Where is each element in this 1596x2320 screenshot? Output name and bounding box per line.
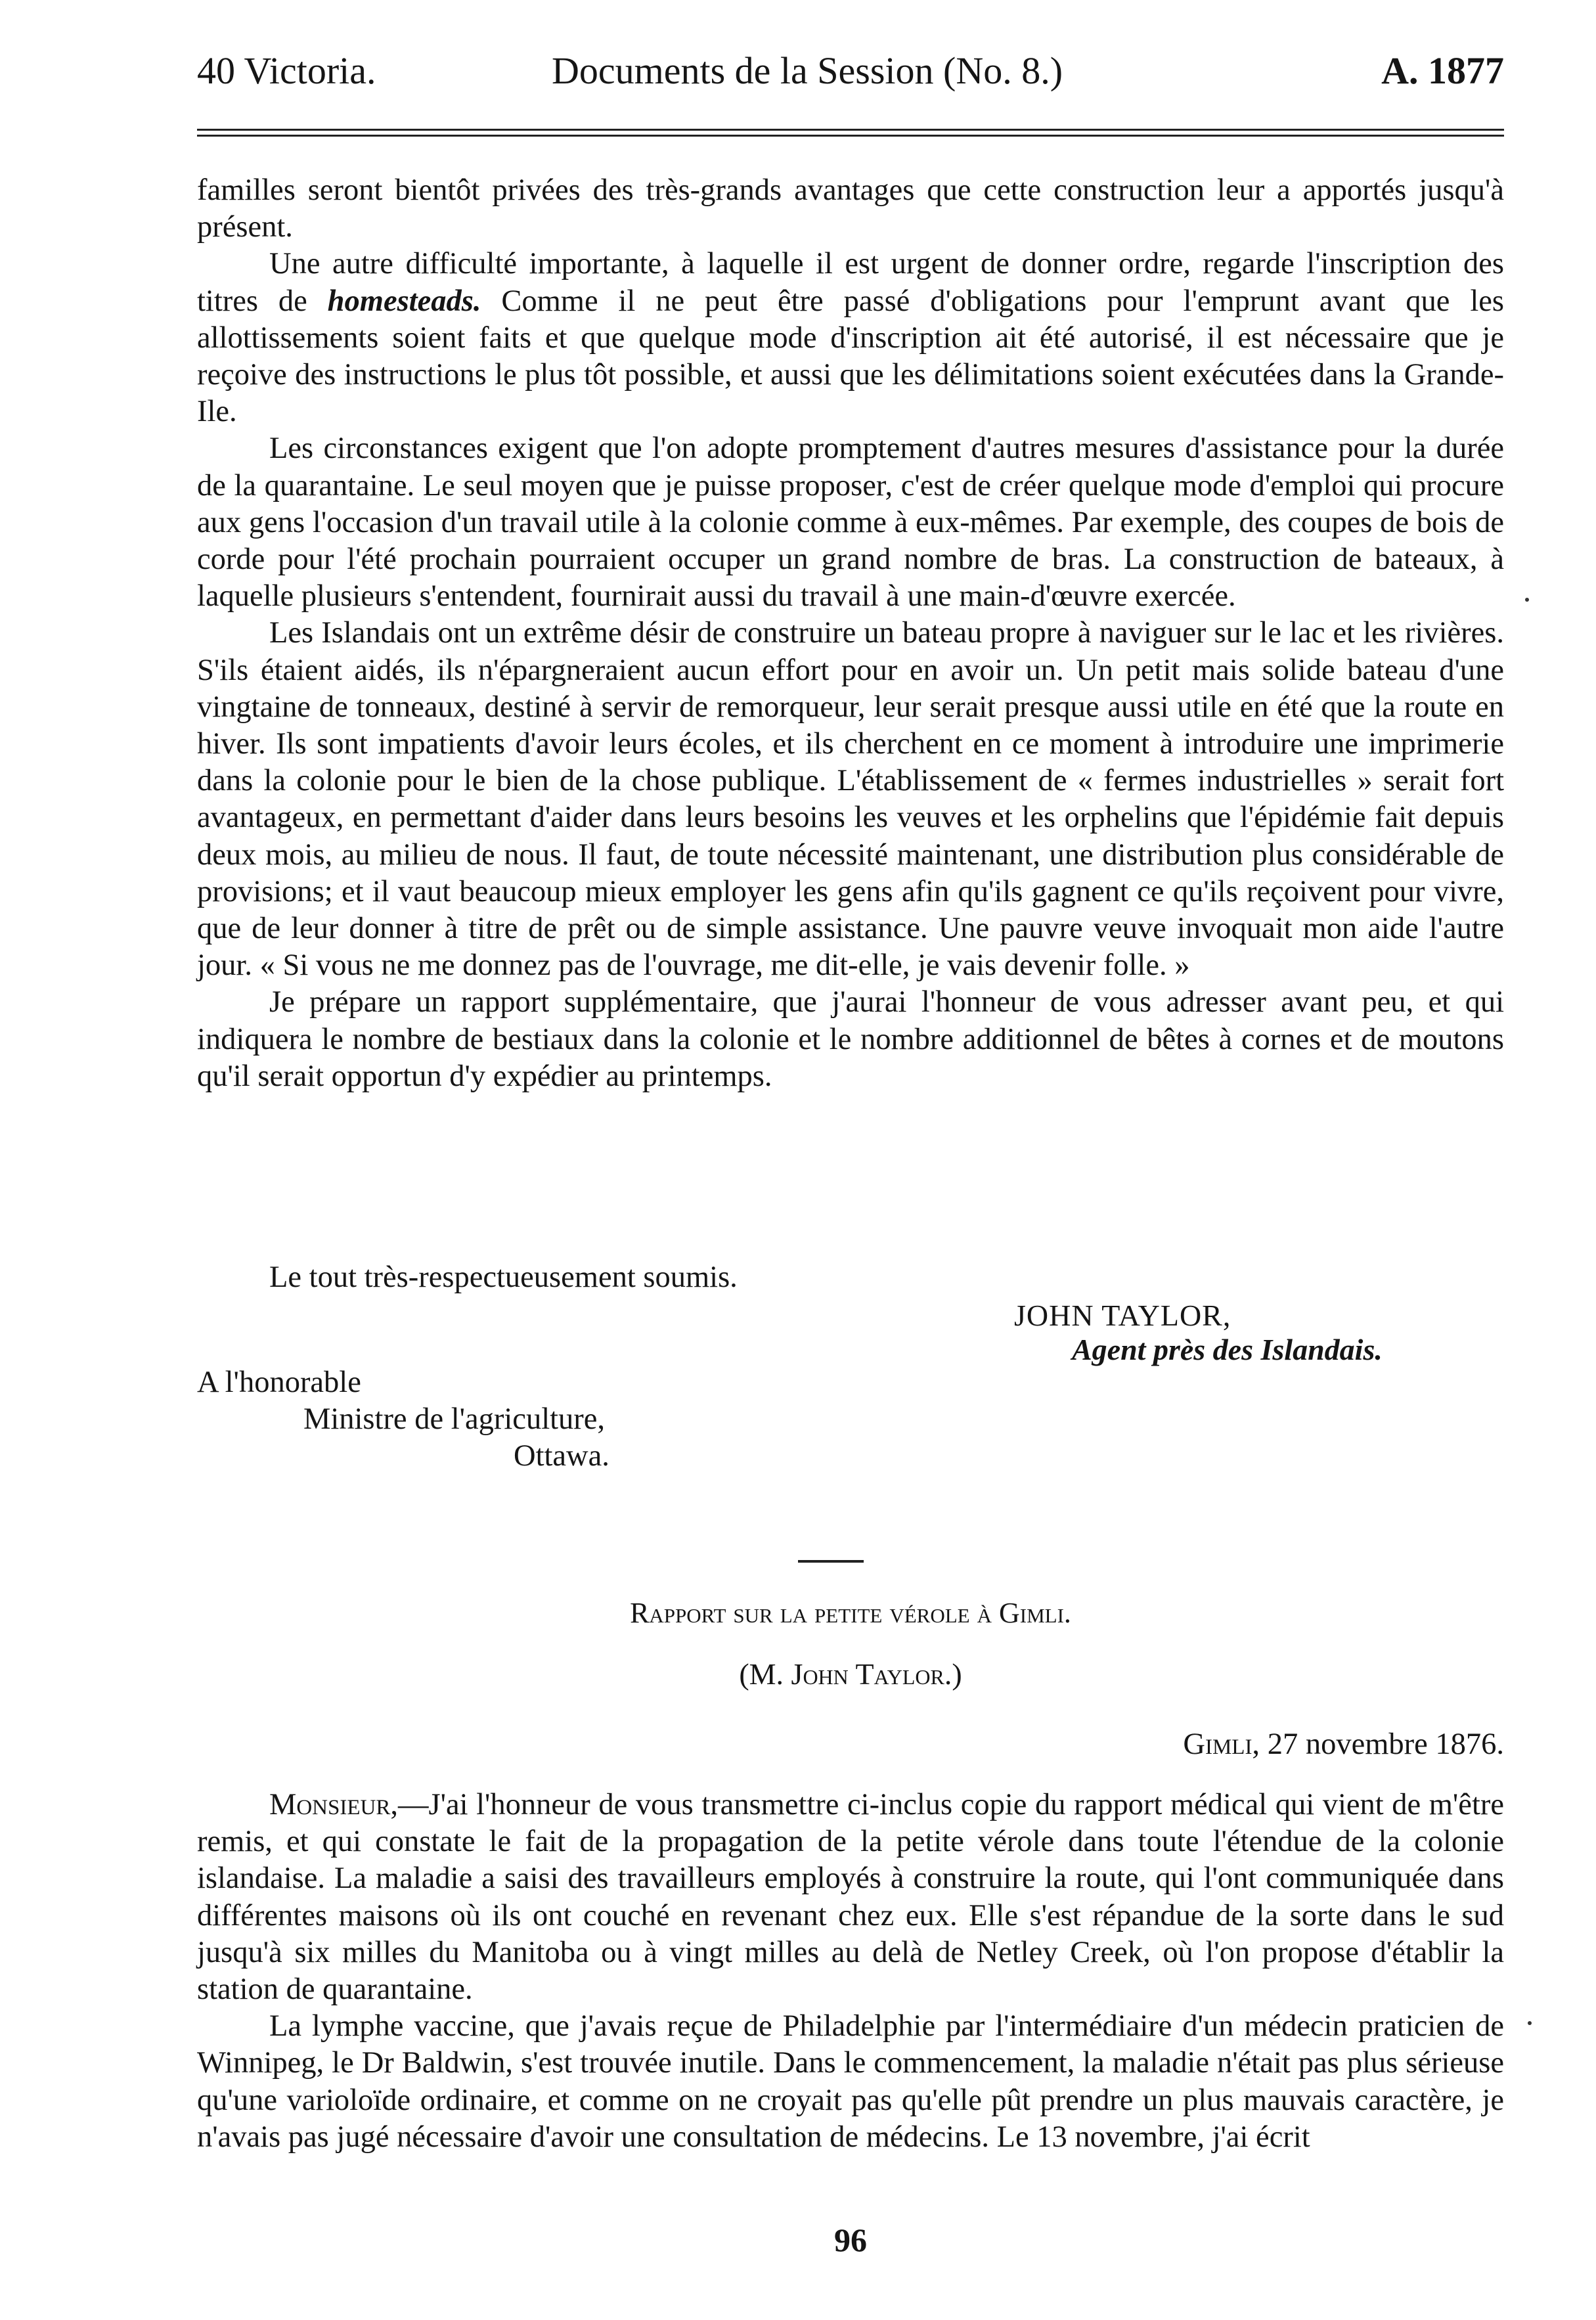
address-line-1: A l'honorable [197,1366,361,1399]
homesteads-term: homesteads. [327,284,481,318]
report-salutation: Monsieur, [269,1788,398,1821]
running-head-volume: 40 Victoria. [197,49,376,92]
letter-closing: Le tout très-respectueusement soumis. [269,1260,738,1294]
report-place: Gimli, [1183,1728,1260,1761]
report-date: 27 novembre 1876. [1267,1728,1504,1761]
letter-paragraph-2-start: Une autre difficulté importante, à laquelle il est urgent de donner ordre, regarde l'inscription des titres de [197,247,1504,318]
running-head [197,43,1504,99]
letter-paragraph-2-end: Comme il ne peut être passé d'obligations pour l'emprunt avant que les allottissements soient faits et que quelque mode d'inscription ait été autorisé, il est nécessaire que je reçoive des instructions le plus tôt possible, et aussi que les délimitations soient exécutées dans la Grande-Ile. [197,284,1504,429]
letter-paragraph-2 [197,246,1504,430]
address-line-3: Ottawa. [514,1439,610,1473]
report-paragraph-1 [197,1787,1504,2008]
header-double-rule [197,129,1504,137]
report-paragraph-2: La lymphe vaccine, que j'avais reçue de Philadelphie par l'intermédiaire d'un médecin praticien de Winnipeg, le Dr Baldwin, s'est trouvée inutile. Dans le commencement, la maladie n'était pas plus sérieuse qu'une varioloïde ordinaire, et comme on ne croyait pas qu'elle pût prendre un plus mauvais caractère, je n'avais pas jugé nécessaire d'avoir une consultation de médecins. Le 13 novembre, j'ai écrit [197,2009,1504,2154]
print-speck [1525,598,1529,602]
signature-name: JOHN TAYLOR, [1014,1299,1231,1332]
signature-title: Agent près des Islandais. [1072,1333,1383,1366]
page-number: 96 [834,2221,867,2258]
letter-paragraph-5: Je prépare un rapport supplémentaire, que j'aurai l'honneur de vous adresser avant peu, et qui indiquera le nombre de bestiaux dans la colonie et le nombre additionnel de bêtes à cornes et de moutons qu'il serait opportun d'y expédier au printemps. [197,985,1504,1093]
report-body [197,1787,1504,2156]
letter-paragraph-4: Les Islandais ont un extrême désir de construire un bateau propre à naviguer sur le lac et les rivières. S'ils étaient aidés, ils n'épargneraient aucun effort pour en avoir un. Un petit mais solide bateau d'une vingtaine de tonneaux, destiné à servir de remorqueur, leur serait presque aussi utile en été que la route en hiver. Ils sont impatients d'avoir leurs écoles, et ils cherchent en ce moment à introduire une imprimerie dans la colonie pour le bien de la chose publique. L'établissement de « fermes industrielles » serait fort avantageux, en permettant d'aider dans leurs besoins les veuves et les orphelins que l'épidémie fait depuis deux mois, au milieu de nous. Il faut, de toute nécessité maintenant, une distribution plus considérable de provisions; et il vaut beaucoup mieux employer les gens afin qu'ils gagnent ce qu'ils reçoivent pour vivre, que de leur donner à titre de prêt ou de simple assistance. Une pauvre veuve invoquait mon aide l'autre jour. « Si vous ne me donnez pas de l'ouvrage, me dit-elle, je vais devenir folle. » [197,616,1504,983]
report-author: (M. John Taylor.) [739,1657,962,1691]
running-head-year: A. 1877 [1381,49,1504,92]
report-title: Rapport sur la petite vérole à Gimli. [630,1597,1071,1629]
report-paragraph-1-text: —J'ai l'honneur de vous transmettre ci-inclus copie du rapport médical qui vient de m'être remis, et qui constate le fait de la propagation de la petite vérole dans toute l'étendue de la colonie islandaise. La maladie a saisi des travailleurs employés à construire la route, qui l'ont communiquée dans différentes maisons où ils ont couché en revenant chez eux. Elle s'est répandue de la sorte dans le sud jusqu'à six milles du Manitoba ou à vingt milles au delà de Netley Creek, où l'on propose d'établir la station de quarantaine. [197,1788,1504,2007]
letter-body [197,172,1504,1095]
running-head-title: Documents de la Session (No. 8.) [552,49,1063,92]
print-speck [1528,2021,1532,2025]
letter-paragraph-1: familles seront bientôt privées des très-grands avantages que cette construction leur a apportés jusqu'à présent. [197,173,1504,244]
report-dateline [1183,1726,1504,1763]
letter-paragraph-3: Les circonstances exigent que l'on adopte promptement d'autres mesures d'assistance pour la durée de la quarantaine. Le seul moyen que je puisse proposer, c'est de créer quelque mode d'emploi qui procure aux gens l'occasion d'un travail utile à la colonie comme à eux-mêmes. Par exemple, des coupes de bois de corde pour l'été prochain pourraient occuper un grand nombre de bras. La construction de bateaux, à laquelle plusieurs s'entendent, fournirait aussi du travail à une main-d'œuvre exercée. [197,432,1504,613]
address-line-2: Ministre de l'agriculture, [303,1402,606,1436]
section-divider [798,1560,864,1563]
